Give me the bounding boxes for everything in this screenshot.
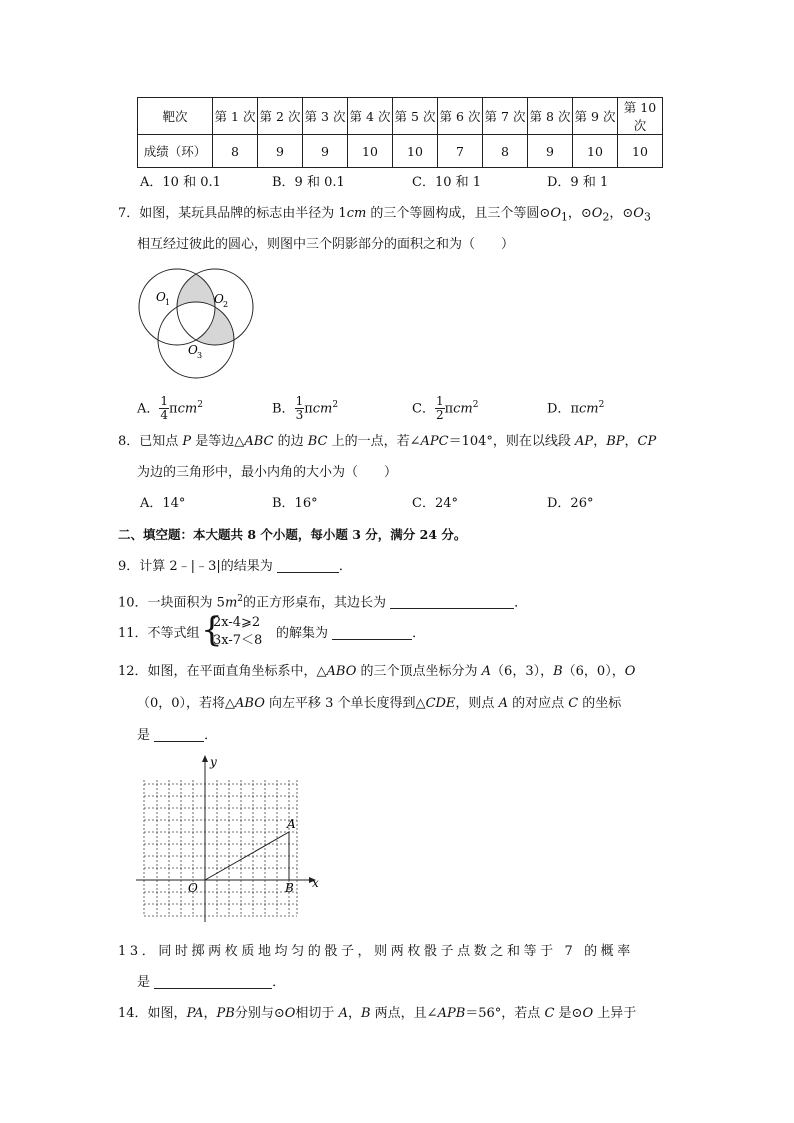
answer-blank[interactable]	[154, 974, 272, 989]
q7-number: 7．	[118, 206, 140, 221]
q12-line-2: （0，0），若将△ABO 向左平移 3 个单长度得到△CDE，则点 A 的对应点 C 的坐标	[137, 696, 622, 711]
table-col-1: 第 1 次	[213, 98, 258, 135]
q11-inequality-system	[213, 614, 262, 650]
q8-option-c: C．24°	[412, 496, 458, 511]
q12-line-1: 12．如图，在平面直角坐标系中，△ABO 的三个顶点坐标分为 A（6，3），B（6，0），O	[118, 664, 636, 679]
q13-line-2: 是 ．	[137, 975, 286, 990]
q8-option-b: B．16°	[272, 496, 318, 511]
x-axis-label: x	[312, 876, 319, 890]
q9: 9．计算 2﹣|﹣3|的结果为 ．	[118, 559, 352, 574]
q7-three-circles-figure	[130, 264, 260, 384]
left-brace-icon: {	[201, 610, 223, 650]
label-o3-sub: 3	[197, 351, 203, 360]
table-col-3: 第 3 次	[303, 98, 348, 135]
q7-line-1: 7．如图，某玩具品牌的标志由半径为 1cm 的三个等圆构成，且三个等圆$⊙O_1$，$⊙O_2$，$⊙O_3$	[118, 206, 651, 224]
q14-line-1: 14．如图，PA，PB分别与⊙O相切于 A，B 两点，且∠APB＝56°，若点 C 是⊙O 上异于	[118, 1006, 637, 1021]
q6-option-c: C．10 和 1	[412, 175, 482, 190]
section-2-title: 二、填空题：本大题共 8 个小题，每小题 3 分，满分 24 分。	[118, 527, 467, 542]
q8-option-a: A．14°	[140, 496, 186, 511]
q7-option-c: C． $\frac{1}{2}$ πcm$^2$	[412, 394, 479, 423]
table-cell: 10	[573, 135, 618, 168]
table-row-label: 成绩（环）	[138, 135, 213, 168]
table-col-6: 第 6 次	[438, 98, 483, 135]
table-col-2: 第 2 次	[258, 98, 303, 135]
q11-tail: 的解集为 ．	[276, 626, 426, 641]
table-cell: 7	[438, 135, 483, 168]
q13-line-1: 13．同时掷两枚质地均匀的骰子，则两枚骰子点数之和等于 7 的概率	[118, 944, 634, 959]
point-b-label: B	[285, 881, 294, 895]
table-col-5: 第 5 次	[393, 98, 438, 135]
score-table-data-row	[138, 135, 663, 168]
table-col-7: 第 7 次	[483, 98, 528, 135]
inequality-1: 2x-4⩾2	[213, 615, 261, 630]
label-o3: O	[188, 343, 198, 357]
q10: 10．一块面积为 $5m^2$的正方形桌布，其边长为 ．	[118, 594, 528, 611]
table-col-9: 第 9 次	[573, 98, 618, 135]
label-o2: O	[214, 292, 224, 306]
q12-coordinate-figure	[136, 750, 326, 922]
q8-option-d: D．26°	[547, 496, 594, 511]
score-table-header-row	[138, 98, 663, 135]
table-header-label: 靶次	[138, 98, 213, 135]
table-col-4: 第 4 次	[348, 98, 393, 135]
q6-option-a: A．10 和 0.1	[140, 175, 221, 190]
table-cell: 9	[258, 135, 303, 168]
label-o1-sub: 1	[165, 298, 171, 307]
q12-line-3: 是 ．	[137, 728, 218, 743]
table-col-10: 第 10 次	[618, 98, 663, 135]
answer-blank[interactable]	[390, 594, 514, 609]
table-cell: 9	[303, 135, 348, 168]
q6-option-b: B．9 和 0.1	[272, 175, 345, 190]
point-a-label: A	[287, 817, 296, 831]
label-o2-sub: 2	[223, 300, 229, 309]
table-cell: 8	[213, 135, 258, 168]
table-cell: 10	[618, 135, 663, 168]
y-axis-label: y	[210, 755, 217, 769]
dashed-grid	[144, 780, 297, 916]
q7-option-d: D．πcm$^2$	[547, 400, 605, 417]
table-cell: 8	[483, 135, 528, 168]
q11-label: 11．不等式组	[118, 626, 200, 641]
q6-option-d: D．9 和 1	[547, 175, 609, 190]
q7-option-a: A． $\frac{1}{4}$ πcm$^2$	[137, 394, 203, 423]
q8-line-2: 为边的三角形中，最小内角的大小为（ ）	[137, 465, 398, 480]
label-o1: O	[156, 290, 166, 304]
q8-line-1: 8．已知点 P 是等边△ABC 的边 BC 上的一点，若∠APC＝104°，则在以线段 AP，BP，CP	[118, 434, 657, 449]
origin-label: O	[188, 881, 198, 895]
score-table	[137, 97, 663, 168]
answer-blank[interactable]	[277, 558, 339, 573]
table-cell: 9	[528, 135, 573, 168]
table-cell: 10	[393, 135, 438, 168]
answer-blank[interactable]	[332, 625, 412, 640]
q7-line-2: 相互经过彼此的圆心，则图中三个阴影部分的面积之和为（ ）	[137, 237, 515, 252]
q7-option-b: B． $\frac{1}{3}$ πcm$^2$	[272, 394, 339, 423]
table-col-8: 第 8 次	[528, 98, 573, 135]
y-axis-arrow-icon	[202, 755, 208, 762]
inequality-2: 3x-7＜8	[213, 633, 263, 648]
table-cell: 10	[348, 135, 393, 168]
answer-blank[interactable]	[154, 727, 204, 742]
